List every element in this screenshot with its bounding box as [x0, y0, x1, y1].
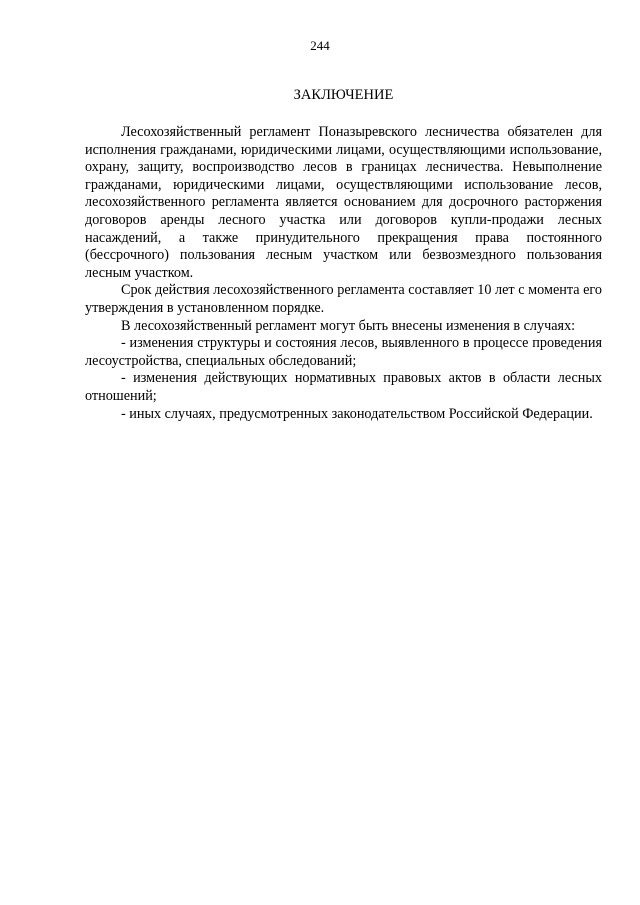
list-item-other-cases: - иных случаях, предусмотренных законодательством Российской Федерации. — [121, 405, 593, 422]
paragraph-obligation: Лесохозяйственный регламент Поназыревского лесничества обязателен для исполнения гражданами, юридическими лицами, осуществляющими использование, охрану, защиту, воспроизводство лесов в границах лесничества. Невыполнение гражданами, юридическими лицами, осуществляющими использование лесов, лесохозяйственного регламента является основанием для досрочного расторжения договоров аренды лесного участка или договоров купли-продажи лесных насаждений, а также принудительного прекращения права постоянного (бессрочного) пользования лесным участком или безвозмездного пользования лесным участком. — [85, 124, 602, 281]
section-heading: ЗАКЛЮЧЕНИЕ — [293, 87, 394, 103]
paragraph-amendments-intro: В лесохозяйственный регламент могут быть внесены изменения в случаях: — [121, 317, 576, 334]
list-item-forest-structure: - изменения структуры и состояния лесов, выявленного в процессе проведения лесоустройства, специальных обследований; — [85, 335, 602, 369]
list-item-legal-acts: - изменения действующих нормативных правовых актов в области лесных отношений; — [85, 370, 602, 404]
document-body — [85, 124, 602, 423]
paragraph-validity-period: Срок действия лесохозяйственного регламента составляет 10 лет с момента его утверждения в установленном порядке. — [85, 282, 602, 316]
page-number: 244 — [310, 38, 330, 53]
